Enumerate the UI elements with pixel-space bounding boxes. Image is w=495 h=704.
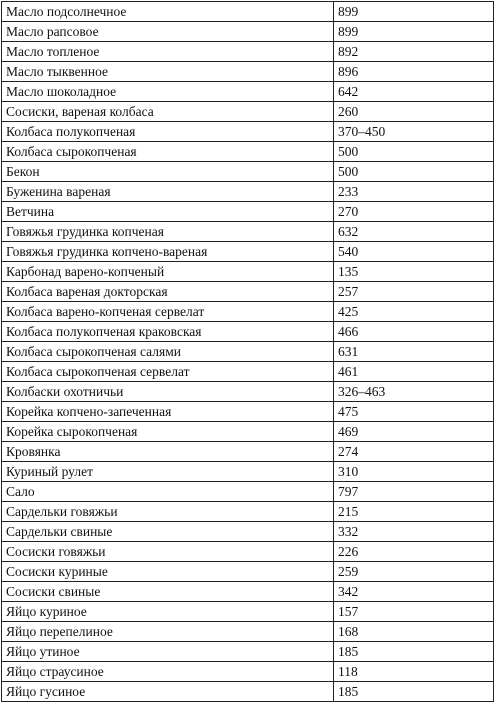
table-row xyxy=(2,302,494,322)
table-row xyxy=(2,662,494,682)
calorie-value-cell: 899 xyxy=(334,22,494,42)
calorie-value-cell: 892 xyxy=(334,42,494,62)
table-row xyxy=(2,242,494,262)
table-row xyxy=(2,602,494,622)
table-row xyxy=(2,322,494,342)
calorie-value-cell: 370–450 xyxy=(334,122,494,142)
calorie-value-cell: 342 xyxy=(334,582,494,602)
product-name-cell: Сосиски свиные xyxy=(2,582,334,602)
table-row xyxy=(2,402,494,422)
calorie-value-cell: 466 xyxy=(334,322,494,342)
table-row xyxy=(2,582,494,602)
product-name-cell: Масло топленое xyxy=(2,42,334,62)
calorie-value-cell: 540 xyxy=(334,242,494,262)
table-row xyxy=(2,382,494,402)
product-name-cell: Корейка сырокопченая xyxy=(2,422,334,442)
calorie-value-cell: 500 xyxy=(334,162,494,182)
table-row xyxy=(2,422,494,442)
product-name-cell: Колбаса полукопченая xyxy=(2,122,334,142)
table-row xyxy=(2,562,494,582)
calorie-value-cell: 425 xyxy=(334,302,494,322)
product-name-cell: Масло подсолнечное xyxy=(2,2,334,22)
calorie-value-cell: 226 xyxy=(334,542,494,562)
product-name-cell: Карбонад варено-копченый xyxy=(2,262,334,282)
product-name-cell: Куриный рулет xyxy=(2,462,334,482)
table-row xyxy=(2,502,494,522)
table-row xyxy=(2,462,494,482)
calorie-value-cell: 260 xyxy=(334,102,494,122)
table-row xyxy=(2,42,494,62)
calorie-value-cell: 310 xyxy=(334,462,494,482)
product-name-cell: Сосиски куриные xyxy=(2,562,334,582)
calorie-value-cell: 257 xyxy=(334,282,494,302)
calorie-value-cell: 896 xyxy=(334,62,494,82)
calorie-value-cell: 326–463 xyxy=(334,382,494,402)
product-name-cell: Говяжья грудинка копченая xyxy=(2,222,334,242)
table-row xyxy=(2,282,494,302)
table-row xyxy=(2,142,494,162)
product-name-cell: Сардельки говяжьи xyxy=(2,502,334,522)
table-row xyxy=(2,542,494,562)
product-name-cell: Яйцо перепелиное xyxy=(2,622,334,642)
calorie-value-cell: 632 xyxy=(334,222,494,242)
product-name-cell: Колбаса вареная докторская xyxy=(2,282,334,302)
product-name-cell: Говяжья грудинка копчено-вареная xyxy=(2,242,334,262)
product-name-cell: Кровянка xyxy=(2,442,334,462)
calorie-value-cell: 899 xyxy=(334,2,494,22)
product-name-cell: Колбаса варено-копченая сервелат xyxy=(2,302,334,322)
calorie-value-cell: 118 xyxy=(334,662,494,682)
calorie-table xyxy=(1,1,494,702)
product-name-cell: Колбаса сырокопченая салями xyxy=(2,342,334,362)
table-row xyxy=(2,202,494,222)
product-name-cell: Буженина вареная xyxy=(2,182,334,202)
calorie-value-cell: 500 xyxy=(334,142,494,162)
product-name-cell: Яйцо гусиное xyxy=(2,682,334,702)
product-name-cell: Колбаски охотничьи xyxy=(2,382,334,402)
product-name-cell: Колбаса сырокопченая сервелат xyxy=(2,362,334,382)
calorie-value-cell: 274 xyxy=(334,442,494,462)
table-row xyxy=(2,442,494,462)
calorie-value-cell: 332 xyxy=(334,522,494,542)
calorie-value-cell: 168 xyxy=(334,622,494,642)
product-name-cell: Яйцо страусиное xyxy=(2,662,334,682)
product-name-cell: Масло тыквенное xyxy=(2,62,334,82)
table-row xyxy=(2,162,494,182)
table-body xyxy=(2,2,494,702)
calorie-value-cell: 270 xyxy=(334,202,494,222)
calorie-value-cell: 233 xyxy=(334,182,494,202)
product-name-cell: Яйцо утиное xyxy=(2,642,334,662)
table-row xyxy=(2,482,494,502)
table-row xyxy=(2,522,494,542)
calorie-value-cell: 135 xyxy=(334,262,494,282)
product-name-cell: Сосиски говяжьи xyxy=(2,542,334,562)
calorie-value-cell: 469 xyxy=(334,422,494,442)
calorie-value-cell: 642 xyxy=(334,82,494,102)
table-row xyxy=(2,682,494,702)
calorie-value-cell: 631 xyxy=(334,342,494,362)
product-name-cell: Сардельки свиные xyxy=(2,522,334,542)
table-row xyxy=(2,262,494,282)
table-row xyxy=(2,2,494,22)
calorie-value-cell: 461 xyxy=(334,362,494,382)
table-row xyxy=(2,362,494,382)
table-row xyxy=(2,22,494,42)
product-name-cell: Сало xyxy=(2,482,334,502)
table-row xyxy=(2,122,494,142)
calorie-value-cell: 475 xyxy=(334,402,494,422)
calorie-value-cell: 157 xyxy=(334,602,494,622)
table-row xyxy=(2,222,494,242)
calorie-value-cell: 259 xyxy=(334,562,494,582)
calorie-value-cell: 215 xyxy=(334,502,494,522)
table-row xyxy=(2,182,494,202)
table-row xyxy=(2,642,494,662)
calorie-value-cell: 185 xyxy=(334,682,494,702)
product-name-cell: Колбаса полукопченая краковская xyxy=(2,322,334,342)
table-row xyxy=(2,102,494,122)
calorie-value-cell: 797 xyxy=(334,482,494,502)
product-name-cell: Колбаса сырокопченая xyxy=(2,142,334,162)
table-row xyxy=(2,622,494,642)
table-row xyxy=(2,82,494,102)
product-name-cell: Яйцо куриное xyxy=(2,602,334,622)
table-row xyxy=(2,342,494,362)
product-name-cell: Корейка копчено-запеченная xyxy=(2,402,334,422)
calorie-value-cell: 185 xyxy=(334,642,494,662)
product-name-cell: Бекон xyxy=(2,162,334,182)
product-name-cell: Масло рапсовое xyxy=(2,22,334,42)
table-row xyxy=(2,62,494,82)
product-name-cell: Масло шоколадное xyxy=(2,82,334,102)
product-name-cell: Ветчина xyxy=(2,202,334,222)
product-name-cell: Сосиски, вареная колбаса xyxy=(2,102,334,122)
